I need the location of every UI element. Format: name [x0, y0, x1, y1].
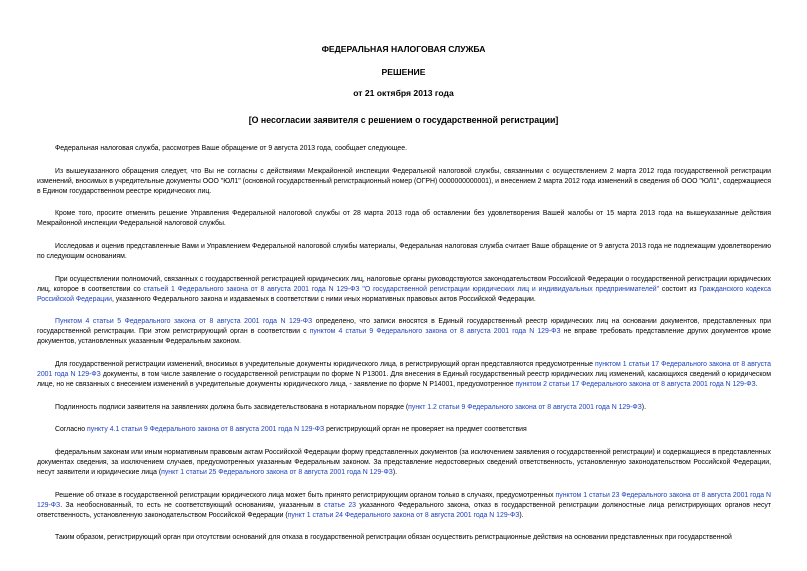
legal-reference-link[interactable]: пунктом 4 статьи 9 Федерального закона от 8 августа 2001 года N 129-ФЗ — [309, 328, 561, 336]
paragraph — [37, 275, 771, 305]
paragraph — [37, 403, 771, 413]
paragraph-text: Согласно — [55, 426, 88, 434]
paragraph — [37, 448, 771, 478]
paragraph — [37, 209, 771, 229]
paragraph-text: определено, что записи вносятся в Единый государственный реестр юридических лиц на основании документов, представленных при государственной регистрации. При этом регистрирующий орган в соответствии с — [37, 318, 771, 336]
paragraph-text: Подлинность подписи заявителя на заявлениях должна быть засвидетельствована в нотариальном порядке ( — [55, 403, 409, 411]
paragraph — [37, 167, 771, 197]
legal-reference-link[interactable]: пункту 4.1 статьи 9 Федерального закона от 8 августа 2001 года N 129-ФЗ — [87, 426, 325, 434]
paragraph — [37, 144, 771, 154]
paragraph-text: Решение об отказе в государственной регистрации юридического лица может быть принято регистрирующим органом только в случаях, предусмотренных — [55, 491, 556, 499]
legal-reference-link[interactable]: статьей 1 Федерального закона от 8 августа 2001 года N 129-ФЗ "О государственной регистрации юридических лиц и индивидуальных предпринимателей" — [143, 285, 660, 293]
document-type: РЕШЕНИЕ — [381, 67, 426, 77]
paragraph-text: не вправе требовать представление других документов кроме документов, установленных указанным Федеральным законом. — [37, 328, 772, 346]
paragraph-text: регистрирующий орган не проверяет на предмет соответствия — [324, 426, 527, 434]
paragraph-text: ). — [519, 511, 524, 519]
agency-title: ФЕДЕРАЛЬНАЯ НАЛОГОВАЯ СЛУЖБА — [321, 44, 486, 54]
paragraph — [37, 242, 771, 262]
paragraph-text: . За необоснованный, то есть не соответствующий основаниям, указанным в — [60, 501, 325, 509]
paragraph — [37, 533, 771, 543]
document-date: от 21 октября 2013 года — [353, 88, 454, 98]
paragraph-text: При осуществлении полномочий, связанных с государственной регистрацией юридических лиц, налоговые органы руководствуются законодательством Российской Федерации о государственной регистрации юридических лиц, которое в соответствии со — [37, 275, 771, 293]
paragraph — [37, 360, 771, 390]
document-body — [37, 144, 771, 556]
legal-reference-link[interactable]: пунктом 2 статьи 17 Федерального закона от 8 августа 2001 года N 129-ФЗ — [515, 380, 756, 388]
paragraph-text: ). — [392, 469, 398, 477]
legal-reference-link[interactable]: пунктом 1 статьи 17 Федерального закона от 8 августа 2001 года N 129-ФЗ — [37, 361, 771, 378]
paragraph-text: . — [755, 380, 758, 388]
legal-reference-link[interactable]: пункт 1 статьи 25 Федерального закона от 8 августа 2001 года N 129-ФЗ — [161, 469, 393, 477]
paragraph-text: , указанного Федерального закона и издаваемых в соответствии с ними иных нормативных правовых актов Российской Федерации. — [111, 295, 536, 303]
paragraph — [37, 425, 771, 435]
paragraph-text: Таким образом, регистрирующий орган при отсутствии оснований для отказа в государственной регистрации обязан осуществить регистрационные действия на основании представленных при государственной — [55, 534, 732, 542]
paragraph — [37, 317, 771, 347]
paragraph-text: указанного Федерального закона, отказ в государственной регистрации должностные лица регистрирующих органов несут ответственность, установленную законодательством Российской Федерации ( — [37, 501, 771, 519]
paragraph-text: ). — [641, 403, 646, 411]
paragraph-text: Исследовав и оценив представленные Вами и Управлением Федеральной налоговой службы материалы, Федеральная налоговая служба считает Ваше обращение от 9 августа 2013 года не подлежащим удовлетворению по следующим основаниям. — [37, 243, 771, 261]
paragraph-text: Кроме того, просите отменить решение Управления Федеральной налоговой службы от 28 марта 2013 года об оставлении без удовлетворения Вашей жалобы от 15 марта 2013 года на вышеуказанные действия Межрайонной инспекции Федеральной налоговой службы. — [37, 210, 771, 228]
legal-reference-link[interactable]: пунктом 1 статьи 23 Федерального закона от 8 августа 2001 года N 129-ФЗ — [37, 491, 771, 509]
legal-reference-link[interactable]: пункт 1.2 статьи 9 Федерального закона от 8 августа 2001 года N 129-ФЗ — [408, 403, 642, 411]
paragraph-text: Федеральная налоговая служба, рассмотрев Ваше обращение от 9 августа 2013 года, сообщает следующее. — [55, 145, 407, 152]
legal-reference-link[interactable]: статье 23 — [324, 501, 357, 509]
document-subject: [О несогласии заявителя с решением о государственной регистрации] — [248, 115, 559, 125]
legal-reference-link[interactable]: пункт 1 статьи 24 Федерального закона от 8 августа 2001 года N 129-ФЗ — [287, 511, 520, 519]
paragraph-text: федеральным законам или иным нормативным правовым актам Российской Федерации форму представленных документов (за исключением заявления о государственной регистрации) и содержащиеся в представленных документах сведения, за исключением случаев, предусмотренных указанным Федеральным законом. За представление недостоверных сведений ответственность, установленную законодательством Российской Федерации, несут заявители и юридические лица ( — [37, 449, 771, 477]
paragraph-text: Из вышеуказанного обращения следует, что Вы не согласны с действиями Межрайонной инспекции Федеральной налоговой службы, связанными с осуществлением 2 марта 2012 года государственной регистрации изменений, вносимых в учредительные документы ООО "ЮЛ1" (основной государственный регистрационный номер (ОГРН) 0000000000001), и внесением 2 марта 2012 года изменений в сведения об ООО "ЮЛ1", содержащиеся в Едином государственном реестре юридических лиц. — [37, 167, 771, 195]
paragraph-text: Для государственной регистрации изменений, вносимых в учредительные документы юридического лица, в регистрирующий орган представляются предусмотренные — [55, 361, 596, 369]
legal-reference-link[interactable]: Пунктом 4 статьи 5 Федерального закона от 8 августа 2001 года N 129-ФЗ — [55, 318, 313, 326]
paragraph-text: документы, в том числе заявление о государственной регистрации по форме N Р13001. Для внесения в Единый государственный реестр юридических лиц изменений, касающихся сведений о юридическом лице, но не связанных с внесением изменений в учредительные документы юридического лица, - заявление по форме N Р14001, предусмотренное — [37, 370, 771, 388]
paragraph — [37, 491, 771, 521]
legal-reference-link[interactable]: Гражданского кодекса Российской Федерации — [37, 285, 772, 303]
paragraph-text: состоит из — [659, 285, 700, 293]
